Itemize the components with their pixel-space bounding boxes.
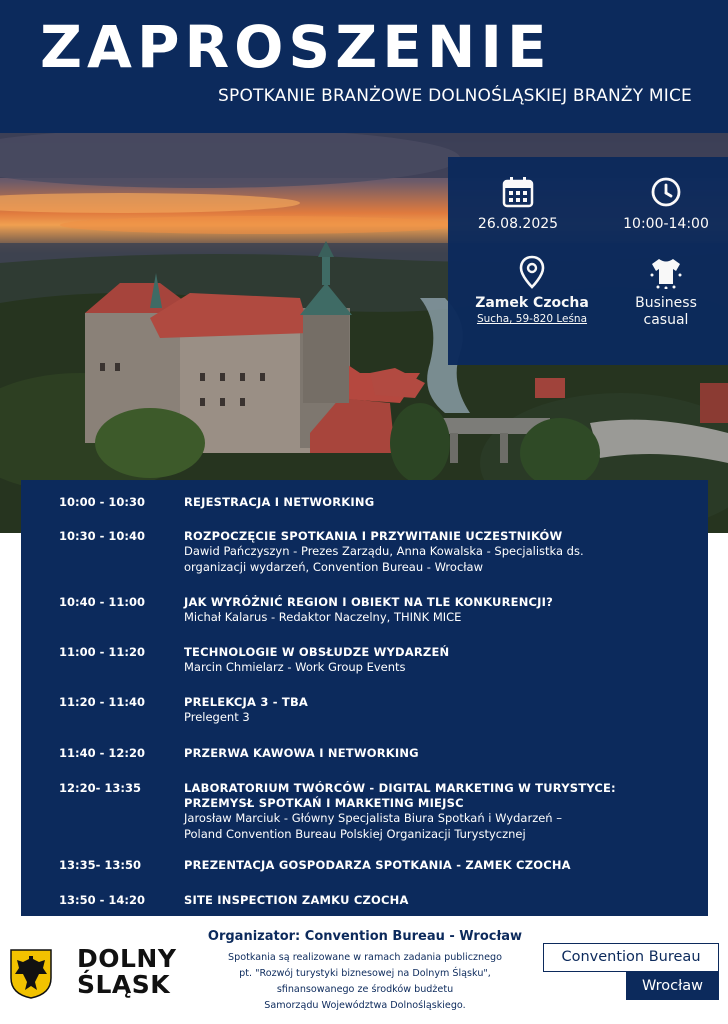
agenda-time: 11:20 - 11:40 [59, 695, 145, 709]
date-cell [448, 176, 588, 232]
event-date: 26.08.2025 [477, 216, 559, 232]
convention-bureau-logo: Convention Bureau [543, 943, 719, 972]
agenda-time: 11:00 - 11:20 [59, 645, 145, 659]
agenda-speaker: Jarosław Marciuk - Główny Specjalista Biura Spotkań i Wydarzeń – [184, 811, 562, 825]
event-info-box [448, 157, 728, 365]
dress-code-line1: Business [635, 295, 697, 311]
agenda-speaker: Michał Kalarus - Redaktor Naczelny, THINK MICE [184, 610, 462, 624]
agenda-time: 10:40 - 11:00 [59, 595, 145, 609]
agenda-title: PRELEKCJA 3 - TBA [184, 695, 309, 709]
page-title: ZAPROSZENIE [40, 13, 552, 81]
agenda-time: 10:30 - 10:40 [59, 529, 145, 543]
agenda-time: 11:40 - 12:20 [59, 746, 145, 760]
agenda-title: PREZENTACJA GOSPODARZA SPOTKANIA - ZAMEK CZOCHA [184, 858, 571, 872]
dress-code-cell [596, 255, 728, 329]
dress-code [596, 295, 728, 329]
location-pin-icon [518, 255, 546, 289]
agenda-speaker: Poland Convention Bureau Polskiej Organizacji Turystycznej [184, 826, 526, 841]
dress-code-line2: casual [643, 312, 689, 328]
page-subtitle: SPOTKANIE BRANŻOWE DOLNOŚLĄSKIEJ BRANŻY MICE [218, 86, 692, 106]
organizer-desc-line: Samorządu Województwa Dolnośląskiego. [264, 1000, 466, 1011]
venue-cell [462, 255, 602, 325]
agenda-title: PRZERWA KAWOWA I NETWORKING [184, 746, 419, 760]
agenda-speaker: Dawid Pańczyszyn - Prezes Zarządu, Anna Kowalska - Specjalistka ds. [184, 544, 584, 558]
organizer-desc-line: Spotkania są realizowane w ramach zadania publicznego [228, 952, 502, 963]
organizer-desc-line: pt. "Rozwój turystyki biznesowej na Dolnym Śląsku", [239, 968, 491, 979]
venue-address-link[interactable]: Sucha, 59-820 Leśna [476, 313, 588, 325]
agenda-title: PRZEMYSŁ SPOTKAŃ I MARKETING MIEJSC [184, 796, 464, 810]
clock-icon [650, 176, 682, 208]
time-cell [596, 176, 728, 232]
logo-line-1: DOLNY [77, 944, 177, 973]
agenda-title: JAK WYRÓŻNIĆ REGION I OBIEKT NA TLE KONKURENCJI? [184, 595, 553, 609]
header-band [0, 0, 728, 133]
shirt-icon [648, 255, 684, 289]
organizer-desc-line: sfinansowanego ze środków budżetu [276, 984, 454, 995]
agenda-speaker: Prelegent 3 [184, 710, 250, 724]
agenda-speaker: organizacji wydarzeń, Convention Bureau - Wrocław [184, 559, 483, 574]
agenda-title: ROZPOCZĘCIE SPOTKANIA I PRZYWITANIE UCZESTNIKÓW [184, 529, 563, 543]
agenda-title: SITE INSPECTION ZAMKU CZOCHA [184, 893, 409, 907]
agenda-title: TECHNOLOGIE W OBSŁUDZE WYDARZEŃ [184, 645, 450, 659]
calendar-icon [502, 176, 534, 208]
dolny-slask-logo [9, 944, 177, 1006]
agenda-time: 12:20- 13:35 [59, 781, 141, 795]
agenda-time: 10:00 - 10:30 [59, 495, 145, 509]
venue-name: Zamek Czocha [475, 295, 589, 311]
logo-line-2: ŚLĄSK [77, 970, 171, 999]
organizer-description [190, 950, 540, 1014]
agenda-title: REJESTRACJA I NETWORKING [184, 495, 375, 509]
agenda-title: LABORATORIUM TWÓRCÓW - DIGITAL MARKETING W TURYSTYCE: [184, 781, 616, 795]
coat-of-arms-icon [9, 948, 53, 1000]
convention-bureau-city: Wrocław [626, 972, 719, 1000]
agenda-time: 13:50 - 14:20 [59, 893, 145, 907]
agenda-speaker: Marcin Chmielarz - Work Group Events [184, 660, 406, 674]
agenda-time: 13:35- 13:50 [59, 858, 141, 872]
event-time: 10:00-14:00 [623, 216, 709, 232]
agenda-panel [21, 480, 708, 916]
organizer-title: Organizator: Convention Bureau - Wrocław [207, 929, 523, 944]
